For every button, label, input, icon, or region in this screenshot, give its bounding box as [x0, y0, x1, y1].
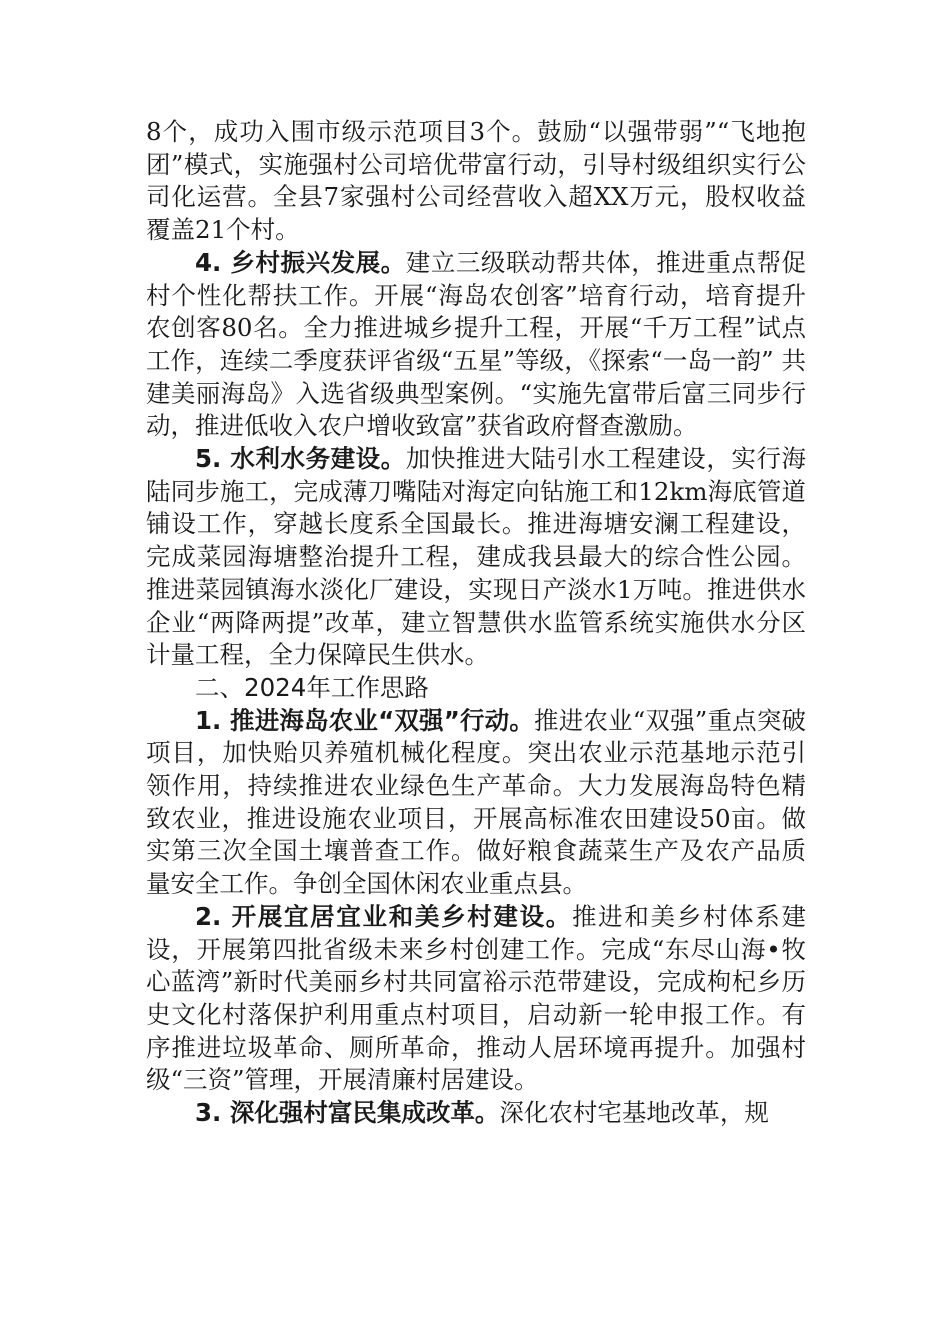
paragraph-heading: 3. 深化强村富民集成改革。: [195, 1098, 500, 1128]
paragraph-village-reform: [146, 1097, 806, 1130]
paragraph-heading: 1. 推进海岛农业“双强”行动。: [195, 705, 535, 735]
paragraph-body: 加快推进大陆引水工程建设，实行海陆同步施工，完成薄刀嘴陆对海定向钻施工和12km海底管道铺设工作，穿越长度系全国最长。推进海塘安澜工程建设，完成菜园海塘整治提升工程，建成我县最大的综合性公园。推进菜园镇海水淡化厂建设，实现日产淡水1万吨。推进供水企业“两降两提”改革，建立智慧供水监管系统实施供水分区计量工程，全力保障民生供水。: [146, 444, 807, 670]
section-heading: [146, 672, 806, 705]
paragraph-livable-villages: [146, 901, 806, 1097]
paragraph-body: 建立三级联动帮共体，推进重点帮促村个性化帮扶工作。开展“海岛农创客”培育行动，培育提升农创客80名。全力推进城乡提升工程，开展“千万工程”试点工作，连续二季度获评省级“五星”等级，《探索“一岛一韵” 共建美丽海岛》入选省级典型案例。“实施先富带后富三同步行动，推进低收入农户增收致富”获省政府督查激励。: [146, 247, 807, 441]
paragraph-body: 推进农业“双强”重点突破项目，加快贻贝养殖机械化程度。突出农业示范基地示范引领作用，持续推进农业绿色生产革命。大力发展海岛特色精致农业，推进设施农业项目，开展高标准农田建设50亩。做实第三次全国土壤普查工作。做好粮食蔬菜生产及农产品质量安全工作。争创全国休闲农业重点县。: [146, 705, 806, 899]
paragraph-water-conservancy: [146, 443, 806, 672]
paragraph-body: 深化农村宅基地改革，规: [499, 1098, 769, 1128]
paragraph-heading: 2. 开展宜居宜业和美乡村建设。: [195, 901, 572, 931]
paragraph-rural-revitalization: [146, 247, 806, 443]
paragraph-island-agriculture: [146, 705, 806, 901]
paragraph-body: 推进和美乡村体系建设，开展第四批省级未来乡村创建工作。完成“东尽山海•牧心蓝湾”新时代美丽乡村共同富裕示范带建设，完成枸杞乡历史文化村落保护利用重点村项目，启动新一轮申报工作。有序推进垃圾革命、厕所革命，推动人居环境再提升。加强村级“三资”管理，开展清廉村居建设。: [146, 901, 806, 1095]
document-page: [146, 116, 806, 1130]
paragraph-body: 8个，成功入围市级示范项目3个。鼓励“以强带弱”“飞地抱团”模式，实施强村公司培优带富行动，引导村级组织实行公司化运营。全县7家强村公司经营收入超XX万元，股权收益覆盖21个村。: [146, 117, 806, 245]
section-title: 二、2024年工作思路: [195, 672, 429, 702]
paragraph-heading: 4. 乡村振兴发展。: [195, 247, 406, 277]
paragraph-heading: 5. 水利水务建设。: [195, 444, 406, 474]
paragraph-continued: [146, 116, 806, 247]
